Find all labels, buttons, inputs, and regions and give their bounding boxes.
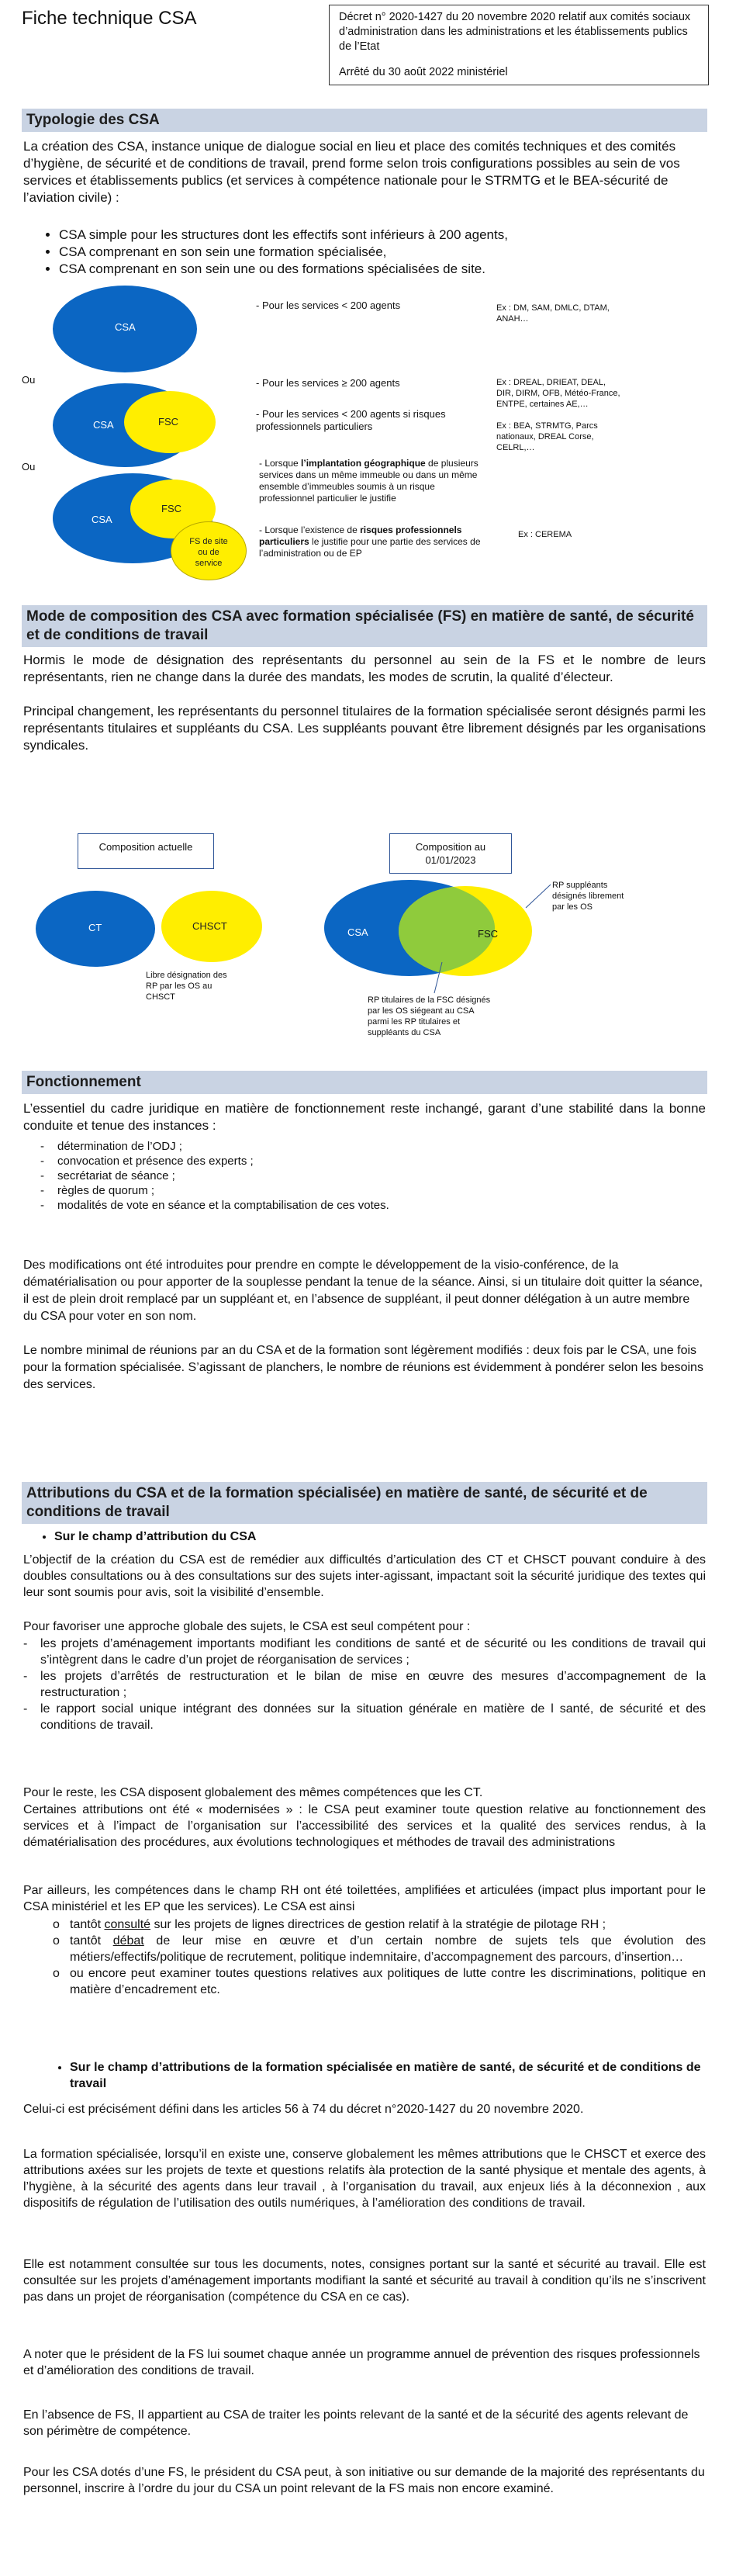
attributions-paragraph-9: A noter que le président de la FS lui soumet chaque année un programme annuel de prévention des risques professionnels et d’amélioration des conditions de travail. <box>23 2348 700 2377</box>
list-item: - les projets d’aménagement importants modifiant les conditions de santé et de sécurité ou les conditions de travail qui s’intègrent dans le cadre d’un projet de réorganisation de services ; <box>23 1636 706 1668</box>
row3-text-a: - Lorsque l’implantation géographique de plusieurs services dans un même immeuble ou dans un même ensemble d’immeubles soumis à un risque professionnel particulier le justifie <box>259 458 479 504</box>
list-item: o tantôt consulté sur les projets de lignes directrices de gestion relatif à la stratégie de pilotage RH ; <box>70 1916 706 1933</box>
decree-reference-box <box>329 5 709 85</box>
list-item: - les projets d’arrêtés de restructuration et le bilan de mise en œuvre des mesures d’accompagnement de la restructuration ; <box>23 1668 706 1701</box>
list-item: - détermination de l’ODJ ; <box>40 1139 706 1154</box>
row2-example-2: Ex : BEA, STRMTG, Parcs nationaux, DREAL Corse, CELRL,… <box>496 421 598 452</box>
attributions-paragraph-6: Celui-ci est précisément défini dans les articles 56 à 74 du décret n°2020-1427 du 20 novembre 2020. <box>23 2103 584 2116</box>
csa-label: CSA <box>347 926 368 938</box>
list-item: - secrétariat de séance ; <box>40 1169 706 1183</box>
attributions-paragraph-1: L’objectif de la création du CSA est de remédier aux difficultés d’articulation des CT et CHSCT pouvant conduire à des doubles consultations ou à des consultations sur des sujets inter-agissant, impactant soit la sécurité juridique des textes qui leur sont soumis pour avis, soit la visibilité d’ensemble. <box>23 1553 706 1599</box>
box-composition-actuelle: Composition actuelle <box>78 833 214 869</box>
csa-label: CSA <box>115 321 136 333</box>
box-composition-2023: Composition au 01/01/2023 <box>389 833 512 874</box>
row3-example: Ex : CEREMA <box>518 530 572 539</box>
decree-text: Décret n° 2020-1427 du 20 novembre 2020 relatif aux comités sociaux d’administration dans les administrations et les établissements publics de l’Etat <box>339 11 691 53</box>
attributions-paragraph-10: En l’absence de FS, Il appartient au CSA de traiter les points relevant de la santé et de la sécurité des agents relevant de son périmètre de compétence. <box>23 2408 689 2438</box>
attributions-sub-1 <box>23 1529 706 1546</box>
list-item: - convocation et présence des experts ; <box>40 1154 706 1169</box>
subheading-fs: • Sur le champ d’attributions de la formation spécialisée en matière de santé, de sécurité et de conditions de travail <box>70 2059 706 2092</box>
bullet-item: • CSA comprenant en son sein une ou des formations spécialisées de site. <box>59 261 706 278</box>
attributions-paragraph-2: Pour favoriser une approche globale des sujets, le CSA est seul compétent pour : <box>23 1620 471 1633</box>
fonctionnement-list <box>23 1139 706 1213</box>
fonctionnement-paragraph-3: Le nombre minimal de réunions par an du CSA et de la formation sont légèrement modifiés : deux fois par le CSA, une fois pour la formation spécialisée. S’agissant de planchers, le nombre de réunions est évidemment à pondérer selon les besoins des services. <box>23 1344 703 1391</box>
row3-text-b: - Lorsque l’existence de risques professionnels particuliers le justifie pour une partie des services de l’administration ou de EP <box>259 525 481 559</box>
list-item: o ou encore peut examiner toutes questions relatives aux politiques de lutte contre les discriminations, politique en matière d’encadrement etc. <box>70 1965 706 1998</box>
chsct-ellipse <box>161 891 262 962</box>
rp-titulaires-note: RP titulaires de la FSC désignés par les OS siégeant au CSA parmi les RP titulaires et suppléants du CSA <box>368 995 491 1037</box>
fsc-ellipse <box>124 391 216 453</box>
mode-paragraph-1: Hormis le mode de désignation des représentants du personnel au sein de la FS et le nombre de leurs représentants, rien ne change dans la durée des mandats, les modes de scrutin, la qualité d’électeur. <box>23 653 706 684</box>
row2-example-1: Ex : DREAL, DRIEAT, DEAL, DIR, DIRM, OFB, Météo-France, ENTPE, certaines AE,… <box>496 378 620 409</box>
attributions-sub-2 <box>23 2059 706 2092</box>
section-heading-attributions: Attributions du CSA et de la formation spécialisée) en matière de santé, de sécurité et de conditions de travail <box>22 1482 707 1524</box>
row2-text-1: - Pour les services ≥ 200 agents <box>256 377 400 389</box>
rp-suppleants-note: RP suppléants désignés librement par les OS <box>552 881 624 912</box>
attributions-paragraph-11: Pour les CSA dotés d’une FS, le président du CSA peut, à son initiative ou sur demande de la majorité des représentants du personnel, inscrire à l’ordre du jour du CSA un point relevant de la FS mais non encore examiné. <box>23 2466 705 2495</box>
or-label: Ou <box>22 374 36 386</box>
fsc-label: FSC <box>478 928 498 940</box>
document-title: Fiche technique CSA <box>22 8 197 29</box>
fs-site-ellipse <box>171 521 247 580</box>
chsct-label: CHSCT <box>192 920 227 932</box>
attributions-paragraph-5: Par ailleurs, les compétences dans le champ RH ont été toilettées, amplifiées et articulées (impact plus important pour le CSA ministériel et les EP que les services). Le CSA est ainsi <box>23 1884 706 1913</box>
ct-ellipse <box>36 891 155 967</box>
csa-ellipse <box>53 286 197 372</box>
subheading-csa: • Sur le champ d’attribution du CSA <box>54 1529 706 1546</box>
attributions-paragraph-4: Certaines attributions ont été « modernisées » : le CSA peut examiner toute question relative au fonctionnement des services et à l’impact de l’organisation sur l’accessibilité des services et la qualité des services rendus, à la dématérialisation des procédures, aux évolutions technologiques et méthodes de travail des administrations <box>23 1803 706 1849</box>
attributions-paragraph-8: Elle est notamment consultée sur tous les documents, notes, consignes portant sur la santé et sécurité au travail. Elle est consultée sur les projets d’aménagement importants modifiant la santé et sécurité au travail à condition qu’ils ne s’inscrivent pas dans un projet de réorganisation (compétence du CSA en ce cas). <box>23 2258 706 2304</box>
fonctionnement-paragraph-2: Des modifications ont été introduites pour prendre en compte le développement de la visio-conférence, de la dématérialisation ou pour apporter de la souplesse pendant la tenue de la séance. Ainsi, si un titulaire doit quitter la séance, il est de plein droit remplacé par un suppléant et, en l’absence de suppléant, il peut donner délégation à un autre membre du CSA pour voter en son nom. <box>23 1259 703 1323</box>
list-item: - modalités de vote en séance et la comptabilisation de ces votes. <box>40 1198 706 1213</box>
section-heading-fonctionnement: Fonctionnement <box>22 1071 707 1094</box>
attributions-paragraph-3: Pour le reste, les CSA disposent globalement des mêmes compétences que les CT. <box>23 1786 483 1799</box>
row1-text: - Pour les services < 200 agents <box>256 299 401 311</box>
typologie-bullets <box>23 227 706 278</box>
fs-site-label: FS de site ou de service <box>189 537 228 568</box>
row1-example: Ex : DM, SAM, DMLC, DTAM, ANAH… <box>496 303 610 324</box>
list-item: - règles de quorum ; <box>40 1183 706 1198</box>
mode-paragraph-2: Principal changement, les représentants du personnel titulaires de la formation spécialisée seront désignés parmi les représentants titulaires et suppléants du CSA. Les suppléants pouvant être librement désignés par les organisations syndicales. <box>23 704 706 753</box>
attributions-paragraph-7: La formation spécialisée, lorsqu’il en existe une, conserve globalement les mêmes attributions que le CHSCT et exerce des attributions axées sur les projets de texte et questions relatifs àla protection de la santé physique et mentale des agents, à l’hygiène, à la sécurité des agents dans leur travail , à l’organisation du travail, aux enjeux liés à la déconnexion , aux dispositifs de régulation de l’utilisation des outils numériques, à l’amélioration des conditions de travail. <box>23 2148 706 2210</box>
fonctionnement-intro: L’essentiel du cadre juridique en matière de fonctionnement reste inchangé, garant d’une stabilité dans la bonne conduite et tenue des instances : <box>23 1101 706 1133</box>
ct-label: CT <box>88 922 102 933</box>
row2-text-2: - Pour les services < 200 agents si risques professionnels particuliers <box>256 408 446 432</box>
fsc-label: FSC <box>158 416 178 428</box>
csa-label: CSA <box>93 419 114 431</box>
chsct-note: Libre désignation des RP par les OS au CHSCT <box>146 971 227 1002</box>
arrete-text: Arrêté du 30 août 2022 ministériel <box>339 66 508 78</box>
or-label: Ou <box>22 461 36 473</box>
section-heading-mode-composition: Mode de composition des CSA avec formation spécialisée (FS) en matière de santé, de sécurité et de conditions de travail <box>22 605 707 647</box>
list-item: - le rapport social unique intégrant des données sur la situation générale en matière de l santé, de sécurité et des conditions de travail. <box>23 1701 706 1733</box>
section-heading-typologie: Typologie des CSA <box>22 109 707 132</box>
typologie-intro: La création des CSA, instance unique de dialogue social en lieu et place des comités techniques et des comités d’hygiène, de sécurité et de conditions de travail, prend forme selon trois configurations possibles au sein de vos services et établissements publics (et services à compétence nationale pour le STRMTG et le BEA-sécurité de l’aviation civile) : <box>23 139 680 205</box>
bullet-item: • CSA simple pour les structures dont les effectifs sont inférieurs à 200 agents, <box>59 227 706 244</box>
attributions-list-1 <box>23 1636 706 1733</box>
csa-label: CSA <box>92 514 112 525</box>
bullet-item: • CSA comprenant en son sein une formation spécialisée, <box>59 244 706 261</box>
list-item: o tantôt débat de leur mise en œuvre et d’un certain nombre de sujets tels que évolution des métiers/effectifs/politique de recrutement, politique indemnitaire, d’accompagnement des parcours, d’insertion… <box>70 1933 706 1965</box>
attributions-circle-list <box>23 1916 706 1998</box>
fsc-label: FSC <box>161 503 181 514</box>
